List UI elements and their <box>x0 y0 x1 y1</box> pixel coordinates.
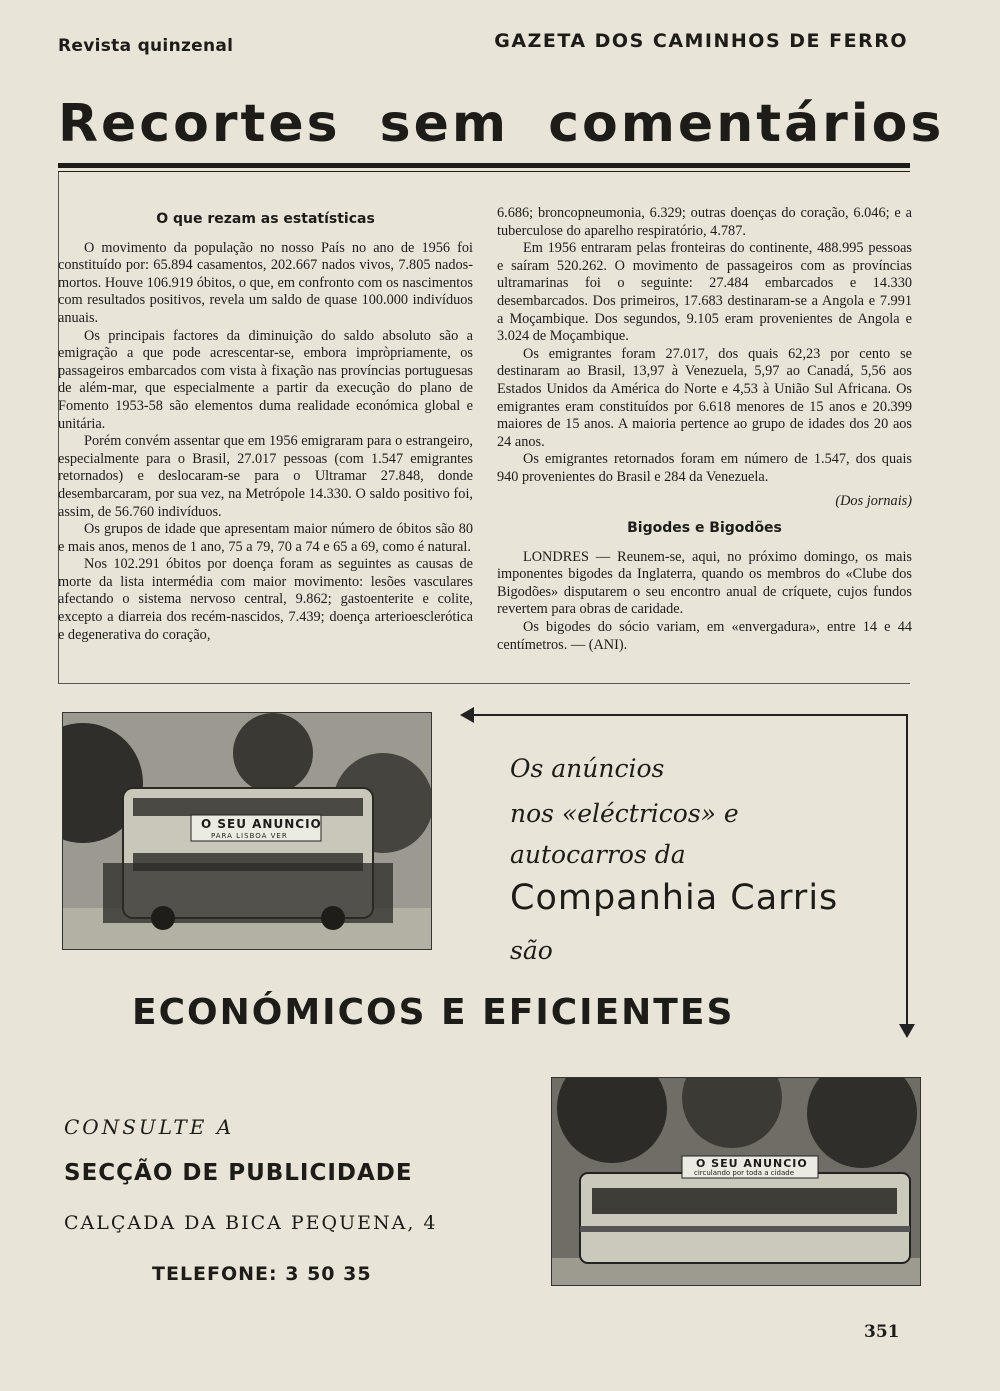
publication-frequency: Revista quinzenal <box>58 36 234 56</box>
article-paragraph: Os principais factores da diminuição do saldo absoluto são a emigração a que pode acrescentar-se, embora impròpriamente, os passageiros embarcados com vista à fixação nas províncias portuguesas de além-mar, que especialmente a partir da execução do plano de Fomento 1953-58 são elementos duma realidade económica global e unitária. <box>58 327 473 432</box>
ad-line-1: Os anúncios <box>510 754 665 783</box>
ad-arrow-right <box>906 714 908 1034</box>
article-column-left <box>58 205 473 644</box>
tram-sign-text: O SEU ANUNCIO <box>696 1157 808 1170</box>
tram-sign-subtext: circulando por toda a cidade <box>694 1169 795 1177</box>
ad-arrow-head-left <box>460 707 474 723</box>
tram-photo-illustration <box>552 1078 920 1285</box>
article-paragraph: Em 1956 entraram pelas fronteiras do continente, 488.995 pessoas e saíram 520.262. O movimento de passageiros com as províncias ultramarinas foi o seguinte: 27.484 embarcados e 14.330 desembarcados. Dos primeiros, 17.683 destinaram-se a Angola e 7.991 a Moçambique. Dos segundos, 9.105 eram provenientes de Angola e 3.024 de Moçambique. <box>497 240 912 345</box>
contact-address: CALÇADA DA BICA PEQUENA, 4 <box>64 1212 438 1234</box>
title-rule <box>58 163 910 168</box>
article-heading-moustaches: Bigodes e Bigodões <box>627 520 782 537</box>
ad-arrow-head-down <box>899 1024 915 1038</box>
article-paragraph-continued: 6.686; broncopneumonia, 6.329; outras doenças do coração, 6.046; e a tuberculose do aparelho respiratório, 4.787. <box>497 205 912 239</box>
ad-line-2: nos «eléctricos» e <box>510 799 739 828</box>
contact-consult: CONSULTE A <box>64 1115 235 1139</box>
article-paragraph: Os emigrantes retornados foram em número de 1.547, dos quais 940 provenientes do Brasil e 284 da Venezuela. <box>497 451 912 485</box>
page-number: 351 <box>864 1322 900 1342</box>
ad-line-3: autocarros da <box>510 840 686 869</box>
article-column-right <box>497 205 912 654</box>
article-paragraph: Nos 102.291 óbitos por doença foram as seguintes as causas de morte da lista intermédia com maior movimento: lesões vasculares afectando o sistema nervoso central, 9.862; gastoenterite e colite, excepto a diarreia dos recém-nascidos, 7.439; doença arterioesclerótica e degenerativa do coração, <box>58 556 473 643</box>
bus-photo <box>62 712 432 950</box>
article-paragraph: LONDRES — Reunem-se, aqui, no próximo domingo, os mais imponentes bigodes da Inglaterra, quando os membros do «Clube dos Bigodões» disputarem o seu encontro anual de críquete, cujos fundos revertem para obras de caridade. <box>497 548 912 618</box>
article-paragraph: O movimento da população no nosso País no ano de 1956 foi constituído por: 65.894 casamentos, 202.667 nados vivos, 7.805 nados-mortos. Houve 106.919 óbitos, o que, em confronto com os nascimentos com resultados positivos, revela um saldo de quase 100.000 indivíduos anuais. <box>58 239 473 326</box>
contact-department: SECÇÃO DE PUBLICIDADE <box>64 1160 413 1186</box>
bus-sign-text: O SEU ANUNCIO <box>201 817 322 831</box>
title-rule-thin <box>58 171 910 172</box>
ad-company-name: Companhia Carris <box>510 878 839 918</box>
ad-arrow-top <box>466 714 908 716</box>
article-paragraph: Os bigodes do sócio variam, em «envergadura», entre 14 e 44 centímetros. — (ANI). <box>497 619 912 653</box>
contact-telephone: TELEFONE: 3 50 35 <box>152 1263 372 1285</box>
ad-slogan: ECONÓMICOS E EFICIENTES <box>132 992 735 1033</box>
bus-photo-illustration <box>63 713 431 949</box>
tram-photo <box>551 1077 921 1286</box>
bus-sign-subtext: PARA LISBOA VER <box>211 832 288 840</box>
ad-line-5: são <box>510 936 553 965</box>
article-source: (Dos jornais) <box>835 492 912 509</box>
article-box-bottom-border <box>58 683 910 684</box>
article-paragraph: Os emigrantes foram 27.017, dos quais 62,23 por cento se destinaram ao Brasil, 13,97 à Venezuela, 5,97 ao Canadá, 5,56 aos Estados Unidos da América do Norte e 4,53 à União Sul Africana. Os emigrantes eram constituídos por 6.618 menores de 15 anos e 20.399 maiores de 15 anos. A maioria pertence ao grupo de idades dos 20 aos 24 anos. <box>497 345 912 450</box>
article-heading-statistics: O que rezam as estatísticas <box>156 211 375 227</box>
page-title: Recortes sem comentários <box>58 94 945 154</box>
article-paragraph: Os grupos de idade que apresentam maior número de óbitos são 80 e mais anos, menos de 1 ano, 75 a 79, 70 a 74 e 65 a 69, como é natural. <box>58 521 473 555</box>
publication-name: GAZETA DOS CAMINHOS DE FERRO <box>494 30 908 52</box>
article-paragraph: Porém convém assentar que em 1956 emigraram para o estrangeiro, especialmente para o Brasil, 27.017 pessoas (com 1.547 emigrantes retornados) e deslocaram-se para o Ultramar 27.848, donde desembarcaram, por sua vez, na Metrópole 14.330. O saldo positivo foi, assim, de 56.760 indivíduos. <box>58 433 473 520</box>
